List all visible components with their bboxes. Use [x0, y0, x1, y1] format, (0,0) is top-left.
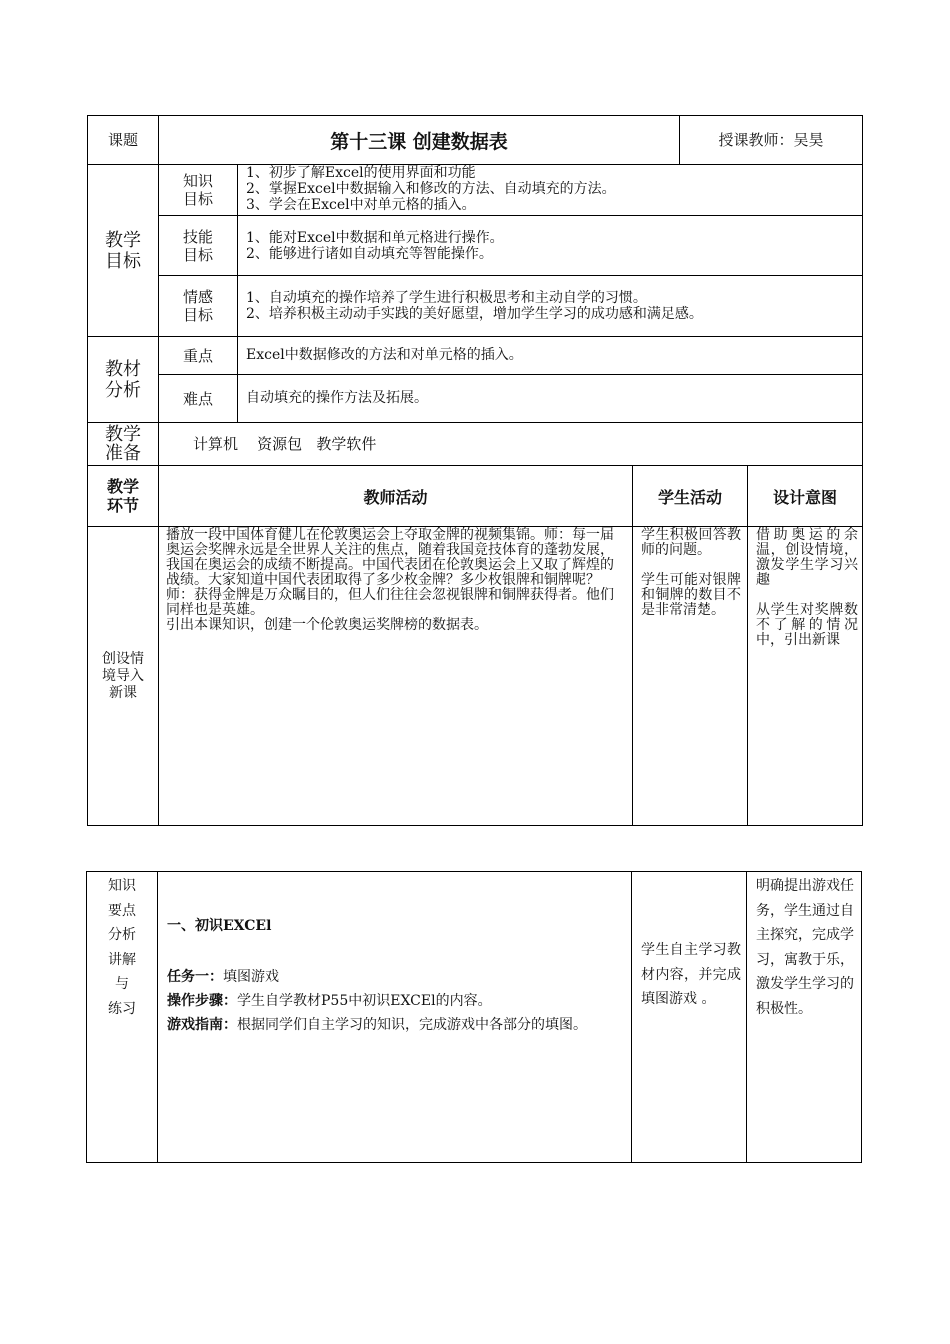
intro-teacher-activity: 播放一段中国体育健儿在伦敦奥运会上夺取金牌的视频集锦。师：每一届奥运会奖牌永远是全世界人关注的焦点，随着我国竞技体育的蓬勃发展，我国在奥运会的成绩不断提高。中国代表团在伦敦奥运会上又取了辉煌的战绩。大家知道中国代表团取得了多少枚金牌？多少枚银牌和铜牌呢？ 师：获得金牌是万众瞩目的，但人们往往会忽视银牌和铜牌获得者。他们同样也是英雄。 引出本课知识，创建一个伦敦奥运奖牌榜的数据表。	[166, 527, 614, 633]
guide-label: 游戏指南：	[167, 1017, 237, 1033]
knowledge-goal-item: 1、初步了解Excel的使用界面和功能	[246, 165, 476, 181]
skill-goal-label: 技能 目标	[182, 227, 213, 264]
intro-student-activity: 学生积极回答教师的问题。 学生可能对银牌和铜牌的数目不是非常清楚。	[641, 527, 741, 618]
intro-design-intent: 借助奥运的余温，创设情境，激发学生学习兴趣 从学生对奖牌数不了解的情况中，引出新课	[756, 527, 858, 648]
steps-line	[167, 989, 627, 1013]
knowledge-design-intent: 明确提出游戏任务，学生通过自主探究，完成学习，寓教于乐，激发学生学习的积极性。	[756, 878, 854, 1017]
stage-header: 教学 环节	[106, 477, 139, 515]
difficulty-text: 自动填充的操作方法及拓展。	[246, 390, 428, 406]
knowledge-goal-item: 2、掌握Excel中数据输入和修改的方法、自动填充的方法。	[246, 181, 616, 197]
material-analysis-label: 教材 分析	[105, 358, 141, 401]
knowledge-goal-item: 3、学会在Excel中对单元格的插入。	[246, 197, 476, 213]
skill-goal-item: 2、能够进行诸如自动填充等智能操作。	[246, 246, 493, 262]
task-line	[167, 965, 627, 989]
skill-goal-list	[246, 230, 856, 270]
section-title: 一、初识EXCEl	[167, 918, 272, 934]
knowledge-goal-label: 知识 目标	[182, 172, 213, 208]
teaching-goals-label: 教学 目标	[105, 229, 141, 272]
knowledge-student-activity: 学生自主学习教材内容，并完成填图游戏 。	[641, 942, 741, 1007]
emotion-goal-item: 1、自动填充的操作培养了学生进行积极思考和主动自学的习惯。	[246, 290, 647, 306]
guide-line	[167, 1013, 627, 1037]
page-title	[159, 116, 679, 164]
intro-stage-label: 创设情 境导入 新课	[102, 650, 144, 701]
key-point-label: 重点	[182, 346, 213, 365]
task-label: 任务一：	[167, 969, 223, 985]
steps-label: 操作步骤：	[167, 993, 237, 1009]
preparation-label: 教学 准备	[105, 424, 141, 464]
knowledge-points-label: 知识 要点 分析 讲解 与 练习	[108, 878, 136, 1017]
task-text: 填图游戏	[223, 969, 279, 985]
knowledge-goal-list	[246, 165, 856, 215]
skill-goal-item: 1、能对Excel中数据和单元格进行操作。	[246, 230, 504, 246]
emotion-goal-item: 2、培养积极主动动手实践的美好愿望，增加学生学习的成功感和满足感。	[246, 306, 703, 322]
lesson-label: 课题	[107, 131, 138, 149]
lesson-title: 第十三课 创建数据表	[330, 130, 508, 153]
steps-text: 学生自学教材P55中初识EXCEl的内容。	[237, 993, 492, 1009]
emotion-goal-list	[246, 290, 856, 330]
student-activity-header: 学生活动	[657, 487, 722, 507]
teacher-activity-header: 教师活动	[363, 487, 428, 507]
key-point-text: Excel中数据修改的方法和对单元格的插入。	[246, 347, 523, 363]
teacher-name: 授课教师：吴昊	[718, 131, 824, 149]
preparation-text: 计算机 资源包 教学软件	[193, 435, 377, 453]
knowledge-teacher-activity	[167, 916, 627, 1037]
difficulty-label: 难点	[182, 389, 213, 408]
guide-text: 根据同学们自主学习的知识，完成游戏中各部分的填图。	[237, 1017, 587, 1033]
emotion-goal-label: 情感 目标	[182, 288, 213, 324]
design-intent-header: 设计意图	[772, 487, 837, 507]
